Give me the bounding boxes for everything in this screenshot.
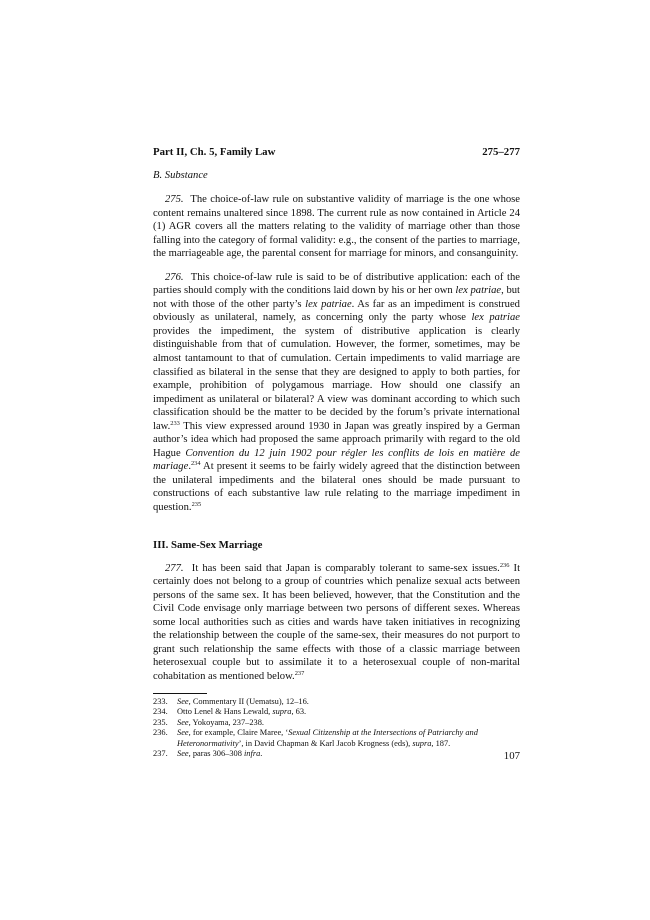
footnote-text: Otto Lenel & Hans Lewald, supra, 63. [177,707,307,717]
footnote-text: See, paras 306–308 infra. [177,749,263,759]
footnote-ref-235[interactable]: 235 [191,501,202,509]
footnote-number: 237. [153,749,168,759]
footnote-number: 233. [153,696,168,706]
paragraph-text: . As far as an impediment is construed obviously as unilateral, namely, as concerning only the party whose [153,298,520,324]
header-paragraph-range: 275–277 [482,146,520,158]
page-body [153,145,520,760]
footnote-ref-237[interactable]: 237 [294,669,305,677]
running-header [153,145,520,159]
footnote-233 [153,697,520,708]
footnote-number: 234. [153,707,168,717]
italic-convention-title: Convention du 12 juin 1902 pour régler les conflits de lois en matière de mariage [153,447,520,473]
paragraph-text: This choice-of-law rule is said to be of distributive application: each of the parties should comply with the conditions laid down by his or her own [153,271,520,297]
footnote-number: 235. [153,717,168,727]
footnote-237 [153,749,520,760]
italic-term: lex patriae [455,285,502,297]
footnote-235 [153,718,520,729]
section-heading: III. Same-Sex Marriage [153,538,263,551]
subsection-heading: B. Substance [153,170,208,181]
paragraph-text: It certainly does not belong to a group of countries which penalize sexual acts between persons of the same sex. It has been believed, however, that the Constitution and the Civil Code envisage only marriage between two persons of different sexes. Whereas some local authorities such as cities and wards have taken initiatives in recognizing the relationship between the couple of the same-sex, their measures do not purport to grant such relationship the same effects with those of a classic marriage between heterosexual couple but to assimilate it to a heterosexual couple of non-marital cohabitation as mentioned below. [153,562,521,682]
header-title: Part II, Ch. 5, Family Law [153,146,276,158]
paragraph-text: This view expressed around 1930 in Japan was greatly inspired by a German author’s idea which had proposed the same approach primarily with regard to the old Hague [153,420,520,459]
footnotes [153,697,520,761]
footnote-236 [153,728,520,749]
footnote-divider [153,693,207,694]
paragraph-276 [153,271,520,515]
paragraph-text: It has been said that Japan is comparably tolerant to same-sex issues. [191,562,500,574]
paragraph-275 [153,193,520,261]
footnote-ref-234[interactable]: 234 [190,460,201,468]
italic-term: lex patriae [305,298,352,310]
paragraph-text: , but not with those of the other party’s [153,285,520,310]
paragraph-277 [153,562,520,684]
footnote-text: See, Commentary II (Uematsu), 12–16. [177,696,309,706]
page-number: 107 [503,750,520,762]
footnote-number: 236. [153,728,168,738]
paragraph-text: . [188,461,191,473]
footnote-text: See, for example, Claire Maree, ‘Sexual Citizenship at the Intersections of Patriarchy and Heteronormativity’, in David Chapman & Karl Jacob Krogness (eds), supra, 187. [177,728,478,748]
paragraph-text: At present it seems to be fairly widely agreed that the distinction between the unilateral impediments and the bilateral ones should be made pursuant to constructions of each substantive law rule relating to the marriage impediment in question. [153,461,520,514]
footnote-ref-236[interactable]: 236 [499,561,510,569]
footnote-234 [153,707,520,718]
footnote-text: See, Yokoyama, 237–238. [177,717,265,727]
paragraph-number: 276. [165,271,184,283]
italic-term: lex patriae [471,312,520,324]
paragraph-number: 275. [165,194,184,205]
paragraph-text: provides the impediment, the system of distributive application is clearly distinguishable from that of cumulation. However, the former, sometimes, may be almost tantamount to that of cumulation. Certain impediments to valid marriage are classified as bilateral in the sense that they are designed to apply to both parties, for example, prohibition of polygamous marriage. How should one classify an impediment as unilateral or bilateral? A view was dominant according to which such classification should be the matter to be decided by the forum’s private international law. [153,325,520,432]
footnote-ref-233[interactable]: 233 [170,419,180,427]
paragraph-number: 277. [165,562,184,574]
paragraph-text: The choice-of-law rule on substantive validity of marriage is the one whose content remains unaltered since 1898. The current rule as now contained in Article 24 (1) AGR covers all the matters relating to the validity of marriage other than those falling into the category of formal validity: e.g., the consent of the parties to marriage, the marriageable age, the parental consent for marriage for minors, and consanguinity. [153,194,520,260]
